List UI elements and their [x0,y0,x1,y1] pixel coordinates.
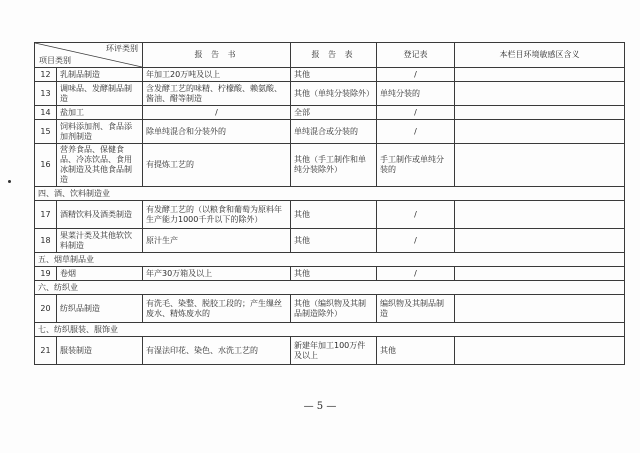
table-row [35,295,625,323]
section-row [35,187,625,201]
report-book-cell: 有洗毛、染整、脱胶工段的；产生缫丝废水、精炼废水的 [143,295,291,323]
section-title: 七、纺织服装、服饰业 [35,323,625,337]
project-category-cell: 饲料添加剂、食品添加剂制造 [57,120,143,144]
section-title: 四、酒、饮料制造业 [35,187,625,201]
project-category-cell: 乳制品制造 [57,68,143,82]
register-form-cell: / [377,68,455,82]
page-number: — 5 — [303,401,337,412]
table-body [35,68,625,365]
sensitive-area-cell [455,337,625,365]
header-report-form: 报 告 表 [291,43,377,68]
table-row [35,120,625,144]
table-row [35,267,625,281]
row-number-cell: 12 [35,68,57,82]
report-book-cell: 年加工20万吨及以上 [143,68,291,82]
sensitive-area-cell [455,295,625,323]
row-number-cell: 13 [35,82,57,106]
report-form-cell: 其他 [291,201,377,229]
row-number-cell: 17 [35,201,57,229]
header-project-category: 项目类别 [39,56,71,65]
report-book-cell: 原汁生产 [143,229,291,253]
sensitive-area-cell [455,267,625,281]
report-form-cell: 其他（手工制作和单纯分装除外） [291,144,377,187]
table-row [35,106,625,120]
section-row [35,323,625,337]
row-number-cell: 14 [35,106,57,120]
report-book-cell: 有提炼工艺的 [143,144,291,187]
register-form-cell: 编织物及其制品制造 [377,295,455,323]
classification-table [34,42,625,365]
row-number-cell: 19 [35,267,57,281]
section-title: 五、烟草制品业 [35,253,625,267]
row-number-cell: 15 [35,120,57,144]
header-register-form: 登记表 [377,43,455,68]
sensitive-area-cell [455,144,625,187]
row-number-cell: 21 [35,337,57,365]
report-form-cell: 单纯混合或分装的 [291,120,377,144]
sensitive-area-cell [455,229,625,253]
register-form-cell: / [377,267,455,281]
report-book-cell: 有发酵工艺的（以粮食和葡萄为原料年生产能力1000千升以下的除外） [143,201,291,229]
project-category-cell: 酒精饮料及酒类制造 [57,201,143,229]
header-sensitive-area: 本栏目环境敏感区含义 [455,43,625,68]
diagonal-header-cell [35,43,143,68]
project-category-cell: 果菜汁类及其他软饮料制造 [57,229,143,253]
row-number-cell: 16 [35,144,57,187]
report-book-cell: / [143,106,291,120]
sensitive-area-cell [455,68,625,82]
table-row [35,201,625,229]
margin-mark [8,180,11,183]
report-form-cell: 其他 [291,229,377,253]
table-row [35,68,625,82]
project-category-cell: 调味品、发酵制品制造 [57,82,143,106]
register-form-cell: 手工制作或单纯分装的 [377,144,455,187]
table-header-row [35,43,625,68]
project-category-cell: 服装制造 [57,337,143,365]
report-book-cell: 含发酵工艺的味精、柠檬酸、赖氨酸、酱油、醋等制造 [143,82,291,106]
report-book-cell: 有湿法印花、染色、水洗工艺的 [143,337,291,365]
report-form-cell: 其他 [291,267,377,281]
report-form-cell: 全部 [291,106,377,120]
section-row [35,253,625,267]
project-category-cell: 盐加工 [57,106,143,120]
row-number-cell: 18 [35,229,57,253]
register-form-cell: 单纯分装的 [377,82,455,106]
table-row [35,82,625,106]
register-form-cell: / [377,106,455,120]
register-form-cell: / [377,120,455,144]
register-form-cell: 其他 [377,337,455,365]
header-env-category: 环评类别 [106,44,138,53]
register-form-cell: / [377,201,455,229]
report-form-cell: 其他（编织物及其制品制造除外） [291,295,377,323]
sensitive-area-cell [455,201,625,229]
section-title: 六、纺织业 [35,281,625,295]
section-row [35,281,625,295]
register-form-cell: / [377,229,455,253]
project-category-cell: 营养食品、保健食品、冷冻饮品、食用冰制造及其他食品制造 [57,144,143,187]
report-form-cell: 新建年加工100万件及以上 [291,337,377,365]
project-category-cell: 纺织品制造 [57,295,143,323]
table-row [35,337,625,365]
table-row [35,229,625,253]
project-category-cell: 卷烟 [57,267,143,281]
sensitive-area-cell [455,106,625,120]
row-number-cell: 20 [35,295,57,323]
sensitive-area-cell [455,82,625,106]
report-book-cell: 除单纯混合和分装外的 [143,120,291,144]
header-report-book: 报 告 书 [143,43,291,68]
report-form-cell: 其他（单纯分装除外） [291,82,377,106]
report-form-cell: 其他 [291,68,377,82]
report-book-cell: 年产30万箱及以上 [143,267,291,281]
sensitive-area-cell [455,120,625,144]
table-row [35,144,625,187]
